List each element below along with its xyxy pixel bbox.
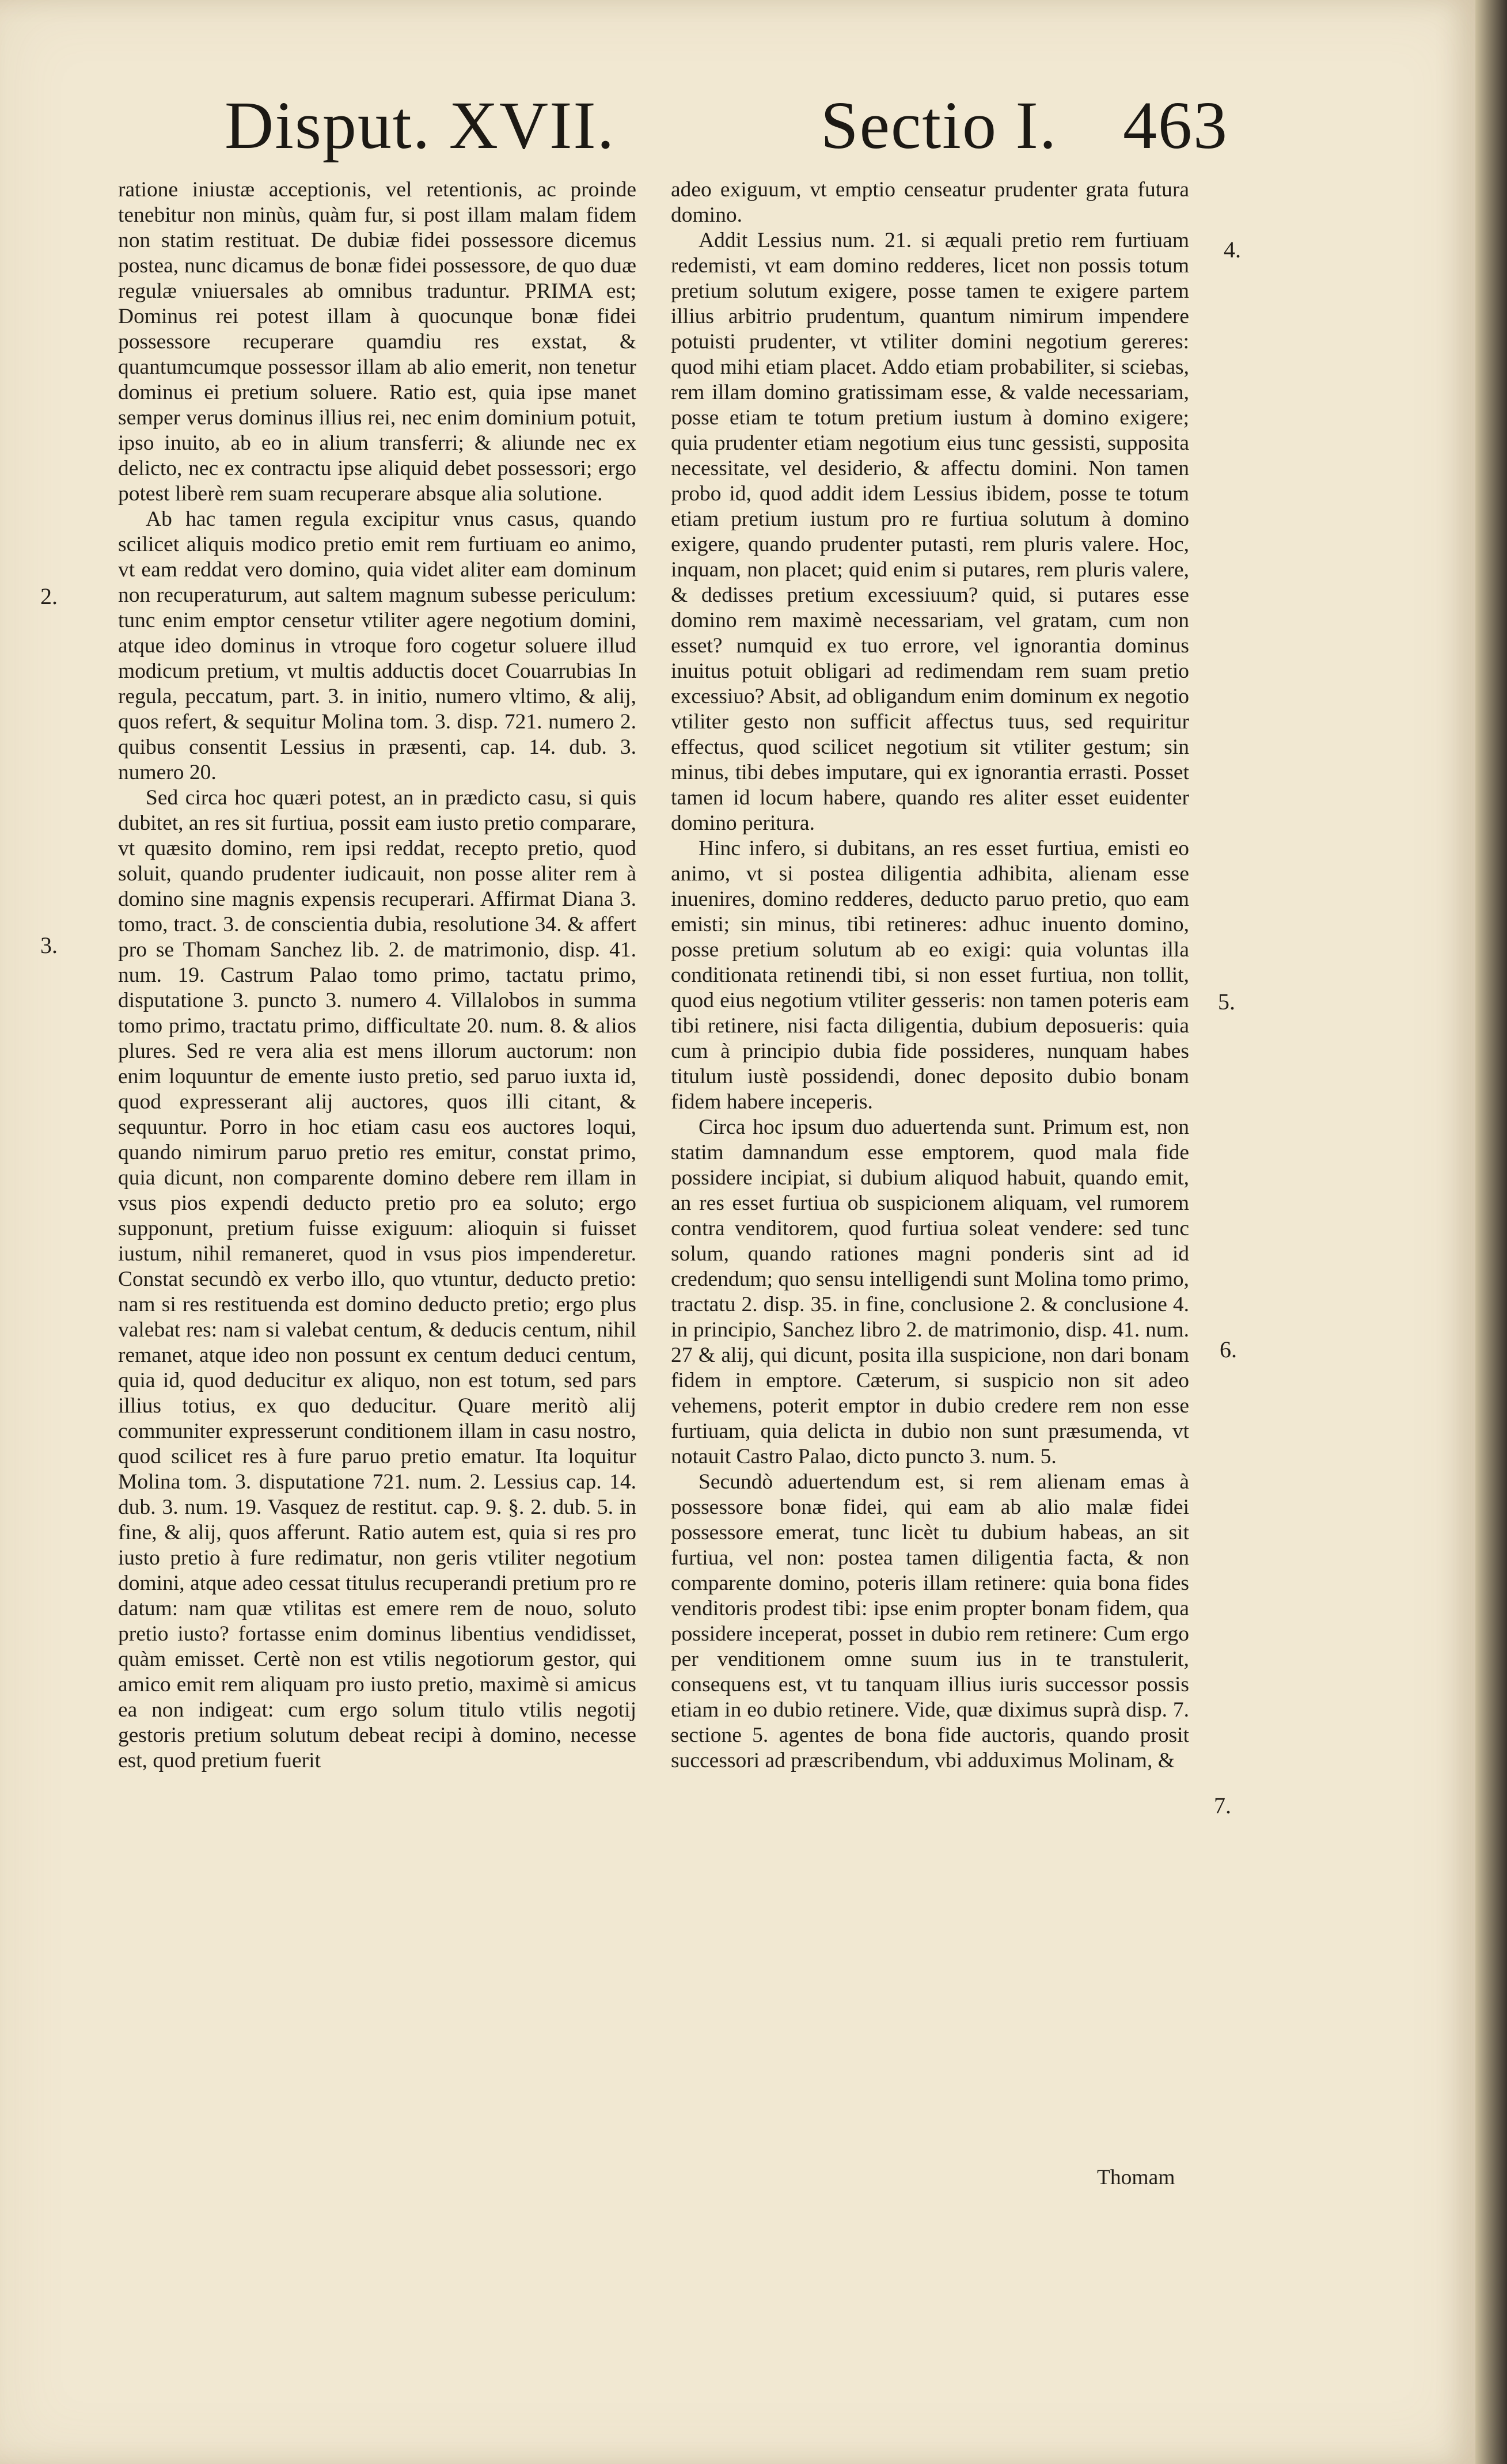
margin-number: 5. [1218,989,1235,1015]
paragraph: adeo exiguum, vt emptio censeatur prudenter grata futura domino. [671,178,1189,227]
paragraph: Hinc infero, si dubitans, an res esset furtiua, emisti eo animo, vt si postea diligentia adhibita, alienam esse inuenires, domino redderes, deducto paruo pretio, quo eam emisti; sin minus, tibi retineres: adhuc inuento domino, posse pretium solutum ab eo exigi: quia voluntas illa conditionata retinendi tibi, si non esset furtiua, non tollit, quod eius negotium vtiliter gesseris: non tamen poteris eam tibi retinere, nisi facta diligentia, dubium deposueris: quia cum à principio dubia fide possideres, nunquam habes titulum iustè possidendi, donec deposito dubio bonam fidem habere inceperis. [671,837,1189,1114]
margin-number: 6. [1220,1337,1237,1362]
margin-number: 2. [40,583,58,609]
left-column [118,177,636,1774]
margin-number: 3. [40,932,58,958]
margin-number: 4. [1224,237,1241,263]
paragraph: Addit Lessius num. 21. si æquali pretio rem furtiuam redemisti, vt eam domino redderes, licet non possis totum pretium solutum exigere, posse tamen te exigere partem illius arbitrio prudentum, quantum nimirum impendere potuisti prudenter, vt vtiliter domini negotium gereres: quod mihi etiam placet. Addo etiam probabiliter, si sciebas, rem illam domino gratissimam esse, & valde necessariam, posse etiam te totum pretium iustum à domino exigere; quia prudenter etiam negotium eius tunc gessisti, supposita necessitate, vel desiderio, & affectu domini. Non tamen probo id, quod addit idem Lessius ibidem, posse te totum etiam pretium iustum pro re furtiua solutum à domino exigere, quando prudenter putasti, rem pluris valere. Hoc, inquam, non placet; quid enim si putares, rem pluris valere, & dedisses pretium excessiuum? quid, si putares esse domino rem maximè necessariam, vel gratam, cum non esset? numquid ex tuo errore, vel ignorantia dominus inuitus potuit obligari ad redimendam rem suam pretio excessiuo? Absit, ad obligandum enim dominum ex negotio vtiliter gesto non sufficit affectus tuus, sed requiritur effectus, quod scilicet negotium sit vtiliter gestum; sin minus, tibi debes imputare, qui ex ignorantia errasti. Posset tamen id locum habere, quando res aliter esset euidenter domino peritura. [671,229,1189,835]
right-column [671,177,1189,1774]
header-section: Sectio I. [821,88,1058,163]
margin-number: 7. [1214,1793,1231,1818]
paragraph: ratione iniustæ acceptionis, vel retentionis, ac proinde tenebitur non minùs, quàm fur, si post illam malam fidem non statim restituat. De dubiæ fidei possessore dicemus postea, nunc dicamus de bonæ fidei possessore, de quo duæ regulæ vniuersales ab omnibus traduntur. PRIMA est; Dominus rei potest illam à quocunque bonæ fidei possessore recuperare quamdiu res exstat, & quantumcumque possessor illam ab alio emerit, non tenetur dominus ei pretium soluere. Ratio est, quia ipse manet semper verus dominus illius rei, nec enim dominium potuit, ipso inuito, ab eo in alium transferri; & aliunde nec ex delicto, nec ex contractu ipse aliquid debet possessori; ergo potest liberè rem suam recuperare absque alia solutione. [118,178,636,506]
paragraph: Sed circa hoc quæri potest, an in prædicto casu, si quis dubitet, an res sit furtiua, possit eam iusto pretio comparare, vt quæsito domino, rem ipsi reddat, recepto pretio, quod soluit, quando prudenter iudicauit, non posse aliter rem à domino sine magnis expensis recuperari. Affirmat Diana 3. tomo, tract. 3. de conscientia dubia, resolutione 34. & affert pro se Thomam Sanchez lib. 2. de matrimonio, disp. 41. num. 19. Castrum Palao tomo primo, tactatu primo, disputatione 3. puncto 3. numero 4. Villalobos in summa tomo primo, tractatu primo, difficultate 20. num. 8. & alios plures. Sed re vera alia est mens illorum auctorum: non enim loquuntur de emente iusto pretio, sed paruo iuxta id, quod expresserant alij auctores, quos illi citant, & sequuntur. Porro in hoc etiam casu eos auctores loqui, quando nimirum paruo pretio res emitur, constat primo, quia dicunt, non comparente domino debere rem illam in vsus pios expendi deducto pretio pro ea soluto; ergo supponunt, pretium fuisse exiguum: alioquin si fuisset iustum, nihil remaneret, quod in vsus pios impenderetur. Constat secundò ex verbo illo, quo vtuntur, deducto pretio: nam si res restituenda est domino deducto pretio; ergo plus valebat res: nam si valebat centum, & deducis centum, nihil remanet, atque ideo non possunt ex centum deduci centum, quia id, quod deducitur ex aliquo, non est totum, sed pars illius totius, ex quo deducitur. Quare meritò alij communiter expresserunt conditionem illam in casu nostro, quod scilicet res à fure paruo pretio ematur. Ita loquitur Molina tom. 3. disputatione 721. num. 2. Lessius cap. 14. dub. 3. num. 19. Vasquez de restitut. cap. 9. §. 2. dub. 5. in fine, & alij, quos afferunt. Ratio autem est, quia si res pro iusto pretio à fure redimatur, non geris vtiliter negotium domini, atque adeo cessat titulus recuperandi pretium pro re datum: nam quæ vtilitas est emere rem de nouo, soluto pretio iusto? fortasse enim dominus libentius vendidisset, quàm emisset. Certè non est vtilis negotiorum gestor, qui amico emit rem aliquam pro iusto pretio, maximè si amicus ea non indigeat: cum ergo solum titulo vtilis negotij gestoris pretium solutum debeat recipi à domino, necesse est, quod pretium fuerit [118,786,636,1772]
paragraph: Ab hac tamen regula excipitur vnus casus, quando scilicet aliquis modico pretio emit rem furtiuam eo animo, vt eam reddat vero domino, quia videt aliter eam dominum non recuperaturum, aut saltem magnum subesse periculum: tunc enim emptor censetur vtiliter agere negotium domini, atque ideo dominus in vtroque foro cogetur soluere illud modicum pretium, vt multis adductis docet Couarrubias In regula, peccatum, part. 3. in initio, numero vltimo, & alij, quos refert, & sequitur Molina tom. 3. disp. 721. numero 2. quibus consentit Lessius in præsenti, cap. 14. dub. 3. numero 20. [118,507,636,784]
running-header [0,86,1475,179]
page-number: 463 [1123,88,1228,163]
page-edge [1475,0,1507,2464]
header-disputation: Disput. XVII. [225,88,616,163]
paragraph: Circa hoc ipsum duo aduertenda sunt. Primum est, non statim damnandum esse emptorem, quod mala fide possidere incipiat, si dubium aliquod habuit, quando emit, an res esset furtiua ob suspicionem aliquam, vel rumorem contra venditorem, quod furtiua soleat vendere: sed tunc solum, quando rationes magni ponderis sint ad id credendum; quo sensu intelligendi sunt Molina tomo primo, tractatu 2. disp. 35. in fine, conclusione 2. & conclusione 4. in principio, Sanchez libro 2. de matrimonio, disp. 41. num. 27 & alij, qui dicunt, posita illa suspicione, non dari bonam fidem in emptore. Cæterum, si suspicio non sit adeo vehemens, poterit emptor in dubio credere rem non esse furtiuam, quia delicta in dubio non sunt præsumenda, vt notauit Castro Palao, dicto puncto 3. num. 5. [671,1115,1189,1468]
paragraph: Secundò aduertendum est, si rem alienam emas à possessore bonæ fidei, qui eam ab alio malæ fidei possessore emerat, tunc licèt tu dubium habeas, an sit furtiua, vel non: postea tamen diligentia facta, & non comparente domino, poteris illam retinere: quia bona fides venditoris prodest tibi: ipse enim propter bonam fidem, qua possidere inceperat, posset in dubio rem retinere: Cum ergo per venditionem omne suum ius in te transtulerit, consequens est, vt tu tanquam illius iuris successor possis etiam in eo dubio retinere. Vide, quæ diximus suprà disp. 7. sectione 5. agentes de bona fide auctoris, quando prosit successori ad præscribendum, vbi adduximus Molinam, & [671,1470,1189,1772]
catchword: Thomam [1097,2166,1175,2189]
